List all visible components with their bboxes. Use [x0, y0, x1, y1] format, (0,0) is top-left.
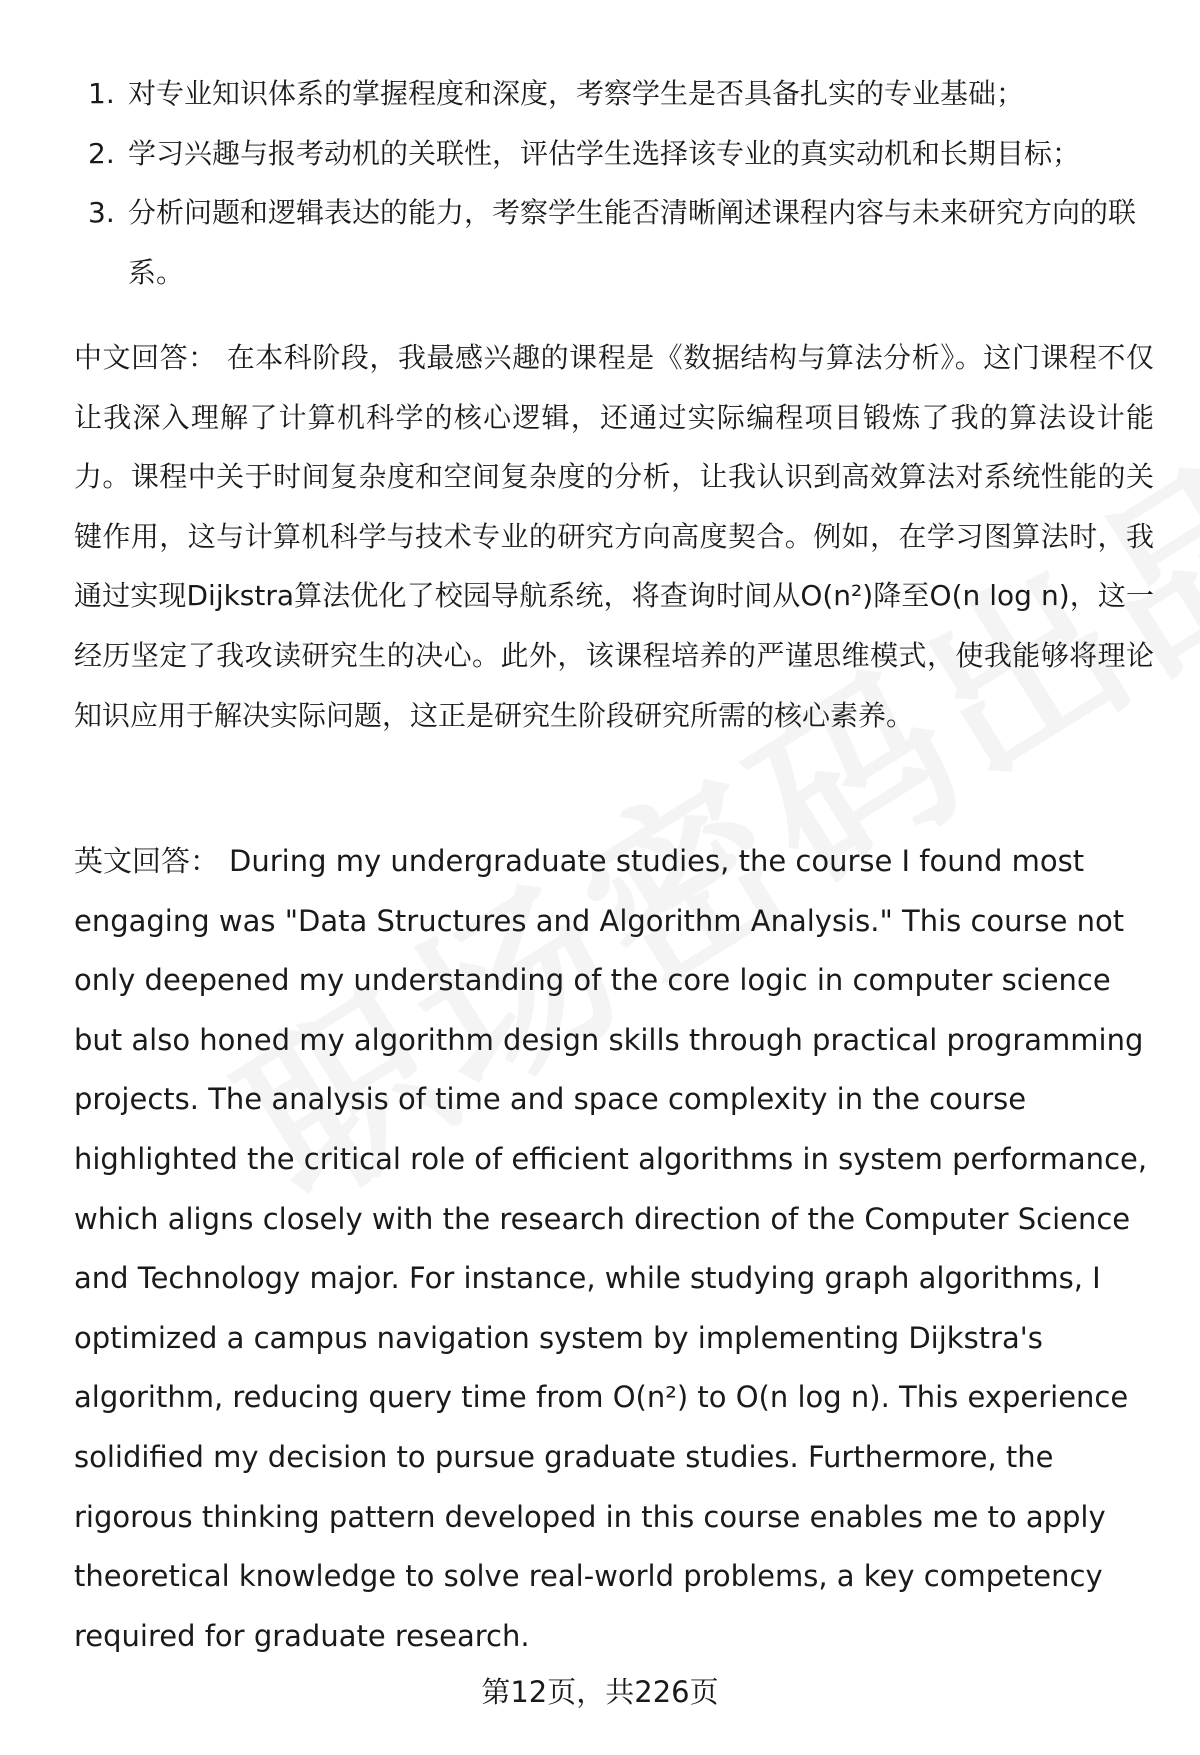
list-item-text: 分析问题和逻辑表达的能力，考察学生能否清晰阐述课程内容与未来研究方向的联系。: [128, 196, 1137, 289]
chinese-answer-paragraph: [74, 328, 1154, 745]
list-item-number: 3.: [88, 196, 115, 229]
chinese-answer-text: 在本科阶段，我最感兴趣的课程是《数据结构与算法分析》。这门课程不仅让我深入理解了计算机科学的核心逻辑，还通过实际编程项目锻炼了我的算法设计能力。课程中关于时间复杂度和空间复杂度的分析，让我认识到高效算法对系统性能的关键作用，这与计算机科学与技术专业的研究方向高度契合。例如，在学习图算法时，我通过实现Dijkstra算法优化了校园导航系统，将查询时间从O(n²)降至O(n log n)，这一经历坚定了我攻读研究生的决心。此外，该课程培养的严谨思维模式，使我能够将理论知识应用于解决实际问题，这正是研究生阶段研究所需的核心素养。: [74, 341, 1154, 732]
list-item-number: 1.: [88, 77, 115, 110]
criteria-list: [70, 64, 1150, 302]
english-answer-text: During my undergraduate studies, the course I found most engaging was "Data Structures and Algorithm Analysis." This course not only deepened my understanding of the core logic in computer science but also honed my algorithm design skills through practical programming projects. The analysis of time and space complexity in the course highlighted the critical role of efficient algorithms in system performance, which aligns closely with the research direction of the Computer Science and Technology major. For instance, while studying graph algorithms, I optimized a campus navigation system by implementing Dijkstra's algorithm, reducing query time from O(n²) to O(n log n). This experience solidified my decision to pursue graduate studies. Furthermore, the rigorous thinking pattern developed in this course enables me to apply theoretical knowledge to solve real-world problems, a key competency required for graduate research.: [74, 844, 1148, 1653]
list-item: [70, 64, 1150, 124]
list-item-number: 2.: [88, 136, 115, 170]
list-item-text: 对专业知识体系的掌握程度和深度，考察学生是否具备扎实的专业基础；: [128, 77, 1025, 110]
chinese-answer-label: 中文回答：: [74, 341, 217, 374]
list-item: [70, 124, 1150, 184]
list-item: [70, 183, 1150, 302]
english-answer-label: 英文回答：: [74, 844, 220, 878]
english-answer-paragraph: [74, 832, 1154, 1666]
page-number-footer: 第12页，共226页: [481, 1675, 719, 1709]
list-item-text: 学习兴趣与报考动机的关联性，评估学生选择该专业的真实动机和长期目标；: [128, 136, 1081, 170]
